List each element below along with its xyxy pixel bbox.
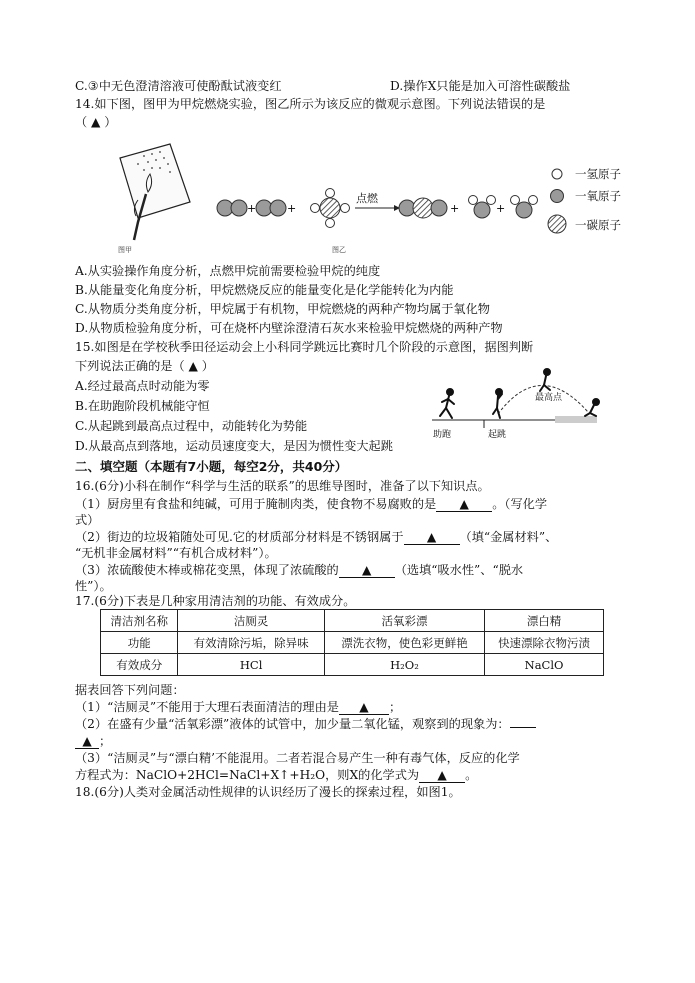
q16-blank-2[interactable]: ▲ (404, 530, 460, 545)
q16-part1-suffix: 。（写化学 (492, 497, 548, 511)
table-header-cell: 活氧彩漂 (324, 610, 484, 632)
svg-text:+: + (450, 202, 460, 215)
svg-text:+: + (247, 202, 257, 215)
q17-intro: 据表回答下列问题： (75, 683, 185, 697)
q16-part2 (75, 529, 557, 546)
q17-part2 (75, 716, 536, 733)
q15-option-d: D.从最高点到落地，运动员速度变大，是因为惯性变大起跳 (75, 439, 393, 453)
jump-label-takeoff: 起跳 (488, 430, 507, 440)
q14-stem: 14.如下图，图甲为甲烷燃烧实验，图乙所示为该反应的微观示意图。下列说法错误的是 (75, 97, 546, 111)
svg-text:+: + (287, 202, 297, 215)
q18-stem: 18.(6分)人类对金属活动性规律的认识经历了漫长的探索过程，如图1。 (75, 785, 461, 799)
table-row (101, 654, 604, 676)
q13-option-d: D.操作X只能是加入可溶性碳酸盐 (390, 79, 571, 93)
q14-option-d: D.从物质检验角度分析，可在烧杯内壁涂澄清石灰水来检验甲烷燃烧的两种产物 (75, 321, 503, 335)
table-row (101, 610, 604, 632)
q17-part3-cont (75, 767, 477, 784)
q17-blank-1[interactable]: ▲ (339, 700, 389, 715)
q17-blank-2[interactable]: ▲ (75, 734, 99, 749)
legend-carbon: 一碳原子 (575, 218, 621, 232)
q14-answer-mark: （ ▲ ） (75, 115, 117, 129)
table-cell: HCl (178, 654, 324, 676)
q16-blank-3[interactable]: ▲ (339, 563, 395, 578)
q17-blank-2-line[interactable] (510, 727, 536, 728)
svg-text:+: + (496, 202, 506, 215)
q16-part3-cont: 性”）。 (75, 579, 112, 593)
q16-part1-cont: 式） (75, 513, 100, 527)
q17-part1-suffix: ； (388, 700, 402, 714)
table-cell: 快速漂除衣物污渍 (485, 632, 604, 654)
long-jump-figure (430, 368, 610, 440)
q14-option-c: C.从物质分类角度分析，甲烷属于有机物，甲烷燃烧的两种产物均属于氧化物 (75, 302, 490, 316)
atom-legend-icons (545, 164, 575, 240)
q16-part2-suffix: （填“金属材料”、 (459, 530, 558, 544)
figure-a-caption: 图甲 (118, 246, 132, 254)
q16-part3-suffix: （选填“吸水性”、“脱水 (394, 563, 524, 577)
table-cell: 漂洗衣物，使色彩更鲜艳 (324, 632, 484, 654)
legend-oxygen: 一氧原子 (575, 189, 621, 203)
q15-stem-line1: 15.如图是在学校秋季田径运动会上小科同学跳远比赛时几个阶段的示意图，据图判断 (75, 340, 534, 354)
q16-part3 (75, 562, 523, 579)
q15-option-a: A.经过最高点时动能为零 (75, 379, 210, 393)
q17-part2-suffix: ； (99, 734, 112, 748)
table-header-cell: 洁厕灵 (178, 610, 324, 632)
jump-label-top: 最高点 (535, 393, 563, 403)
cleaner-table (100, 609, 604, 676)
table-cell: 功能 (101, 632, 178, 654)
q17-stem: 17.(6分)下表是几种家用清洁剂的功能、有效成分。 (75, 594, 356, 608)
q16-part1-text: （1）厨房里有食盐和纯碱，可用于腌制肉类，使食物不易腐败的是 (75, 497, 437, 511)
q17-part2-cont (75, 733, 111, 750)
legend-hydrogen: 一氢原子 (575, 167, 621, 181)
q14-option-b: B.从能量变化角度分析，甲烷燃烧反应的能量变化是化学能转化为内能 (75, 283, 454, 297)
jump-label-run: 助跑 (433, 430, 452, 440)
q16-part2-cont: “无机非金属材料”“有机合成材料”）。 (75, 546, 277, 560)
q15-option-b: B.在助跑阶段机械能守恒 (75, 399, 210, 413)
q17-part3-equation: 方程式为：NaClO+2HCl=NaCl+X↑+H₂O，则X的化学式为 (75, 768, 420, 782)
q15-option-c: C.从起跳到最高点过程中，动能转化为势能 (75, 419, 308, 433)
q15-stem-line2: 下列说法正确的是（ ▲ ） (75, 359, 214, 373)
reaction-diagram (212, 178, 552, 238)
methane-burning-figure (108, 140, 198, 245)
table-cell: 有效成分 (101, 654, 178, 676)
q13-option-c: C.③中无色澄清溶液可使酚酞试液变红 (75, 79, 282, 93)
q17-part3: （3）“洁厕灵”与“漂白精’不能混用。二者若混合易产生一种有毒气体，反应的化学 (75, 751, 520, 765)
figure-b-caption: 图乙 (332, 246, 346, 254)
reaction-condition-label: 点燃 (356, 192, 378, 205)
q16-blank-1[interactable]: ▲ (436, 497, 492, 512)
q17-part1-text: （1）“洁厕灵”不能用于大理石表面清洁的理由是 (75, 700, 339, 714)
table-header-cell: 清洁剂名称 (101, 610, 178, 632)
q16-stem: 16.(6分)小科在制作“科学与生活的联系”的思维导图时，准备了以下知识点。 (75, 479, 490, 493)
q17-part3-suffix: 。 (465, 768, 478, 782)
q16-part2-text: （2）街边的垃圾箱随处可见.它的材质部分材料是不锈钢属于 (75, 530, 404, 544)
q16-part1 (75, 496, 547, 513)
table-cell: NaClO (485, 654, 604, 676)
section-title-fill-in: 二、填空题（本题有7小题，每空2分，共40分） (75, 459, 348, 474)
q14-option-a: A.从实验操作角度分析，点燃甲烷前需要检验甲烷的纯度 (75, 264, 381, 278)
q16-part3-text: （3）浓硫酸使木棒或棉花变黑，体现了浓硫酸的 (75, 563, 339, 577)
table-cell: 有效清除污垢，除异味 (178, 632, 324, 654)
table-row (101, 632, 604, 654)
q17-part1 (75, 699, 401, 716)
q17-part2-text: （2）在盛有少量“活氧彩漂”液体的试管中，加少量二氧化锰，观察到的现象为： (75, 717, 510, 731)
table-header-cell: 漂白精 (485, 610, 604, 632)
table-cell: H₂O₂ (324, 654, 484, 676)
q17-blank-3[interactable]: ▲ (419, 768, 465, 783)
